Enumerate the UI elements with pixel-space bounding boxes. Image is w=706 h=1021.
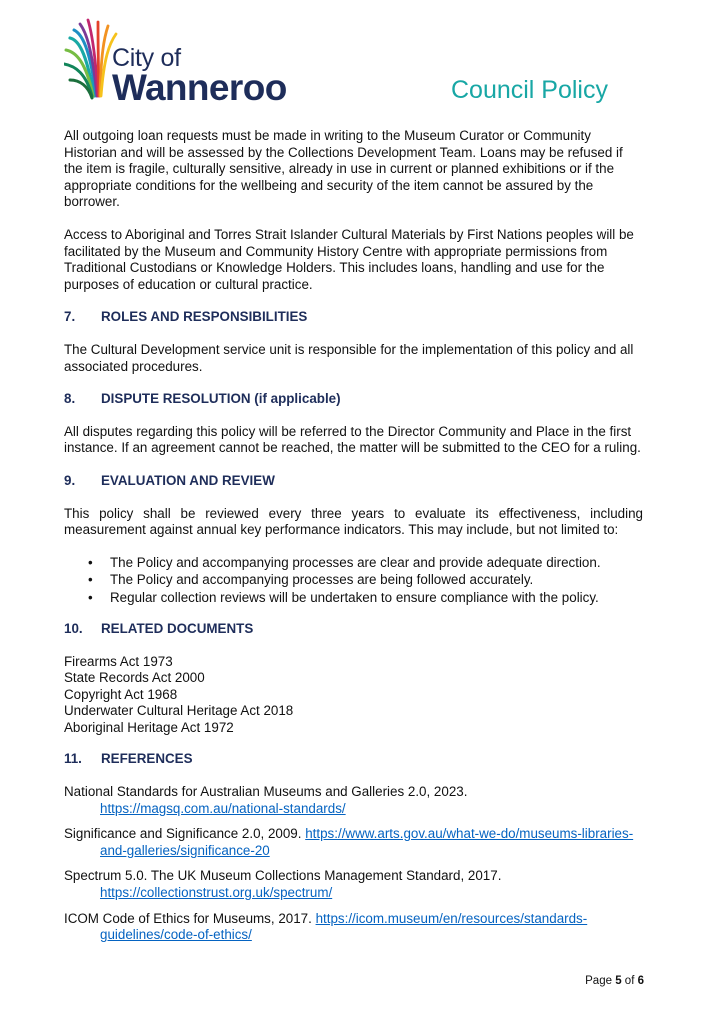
reference-link[interactable]: https://collectionstrust.org.uk/spectrum/: [100, 885, 333, 901]
section-title: ROLES AND RESPONSIBILITIES: [101, 309, 308, 325]
logo-text-name: Wanneroo: [112, 67, 287, 108]
list-item: [64, 554, 643, 571]
related-document-item: Firearms Act 1973: [64, 653, 173, 669]
list-item-text: Regular collection reviews will be undertaken to ensure compliance with the policy.: [110, 589, 599, 605]
section-number: 8.: [64, 391, 76, 407]
list-item-text: The Policy and accompanying processes are being followed accurately.: [110, 572, 534, 588]
section-title: DISPUTE RESOLUTION (if applicable): [101, 391, 341, 407]
bullet-icon: •: [88, 554, 93, 570]
related-document-item: State Records Act 2000: [64, 670, 205, 686]
dispute-paragraph: All disputes regarding this policy will be referred to the Director Community and Place in the first instance. If an agreement cannot be reached, the matter will be submitted to the CEO for a ruling.: [64, 423, 641, 456]
list-item-text: The Policy and accompanying processes are clear and provide adequate direction.: [110, 554, 601, 570]
section-heading-dispute: [64, 391, 643, 408]
bullet-icon: •: [88, 589, 93, 605]
section-number: 10.: [64, 620, 83, 636]
bullet-icon: •: [88, 572, 93, 588]
page-of: of: [624, 975, 635, 987]
section-title: REFERENCES: [101, 751, 193, 767]
reference-link[interactable]: https://magsq.com.au/national-standards/: [100, 800, 346, 816]
section-number: 7.: [64, 309, 76, 325]
page-current: 5: [615, 975, 622, 987]
evaluation-paragraph: This policy shall be reviewed every three years to evaluate its effectiveness, including measurement against annual key performance indicators. This may include, but not limited to:: [64, 505, 643, 538]
section-number: 11.: [64, 751, 82, 767]
page-label: Page: [585, 975, 612, 987]
reference-link[interactable]: https://www.arts.gov.au/what-we-do/museums-libraries-and-galleries/significance-20: [100, 826, 634, 858]
city-of-wanneroo-logo: [64, 18, 294, 108]
list-item: [64, 589, 643, 606]
document-type-title: Council Policy: [450, 76, 608, 104]
reference-text: National Standards for Australian Museums and Galleries 2.0, 2023.: [64, 784, 468, 800]
reference-text: Spectrum 5.0. The UK Museum Collections Management Standard, 2017.: [64, 868, 502, 884]
section-title: EVALUATION AND REVIEW: [101, 472, 275, 488]
reference-item: [64, 868, 643, 901]
related-document-item: Underwater Cultural Heritage Act 2018: [64, 703, 294, 719]
policy-content: [64, 128, 643, 953]
roles-paragraph: The Cultural Development service unit is responsible for the implementation of this policy and all associated procedures.: [64, 341, 634, 374]
page-total: 6: [637, 975, 644, 987]
reference-item: [64, 826, 643, 859]
references-list: [64, 784, 643, 944]
section-heading-references: [64, 751, 643, 768]
related-document-item: Copyright Act 1968: [64, 686, 178, 702]
section-heading-roles: [64, 309, 643, 326]
cultural-access-paragraph: Access to Aboriginal and Torres Strait Islander Cultural Materials by First Nations peoples will be facilitated by the Museum and Community History Centre with appropriate permissions from Traditional Custodians or Knowledge Holders. This includes loans, handling and use for the purposes of education or cultural practice.: [64, 226, 634, 292]
reference-text: ICOM Code of Ethics for Museums, 2017.: [64, 910, 312, 926]
section-number: 9.: [64, 472, 76, 488]
related-document-item: Aboriginal Heritage Act 1972: [64, 719, 234, 735]
evaluation-bullet-list: [64, 554, 643, 606]
reference-item: [64, 911, 643, 944]
page-number: [585, 975, 644, 987]
reference-link[interactable]: https://icom.museum/en/resources/standards-guidelines/code-of-ethics/: [100, 910, 588, 943]
section-title: RELATED DOCUMENTS: [101, 620, 254, 636]
loan-requests-paragraph: All outgoing loan requests must be made in writing to the Museum Curator or Community Historian and will be assessed by the Collections Development Team. Loans may be refused if the item is fragile, culturally sensitive, already in use in current or planned exhibitions or if the appropriate conditions for the wellbeing and security of the item cannot be assured by the borrower.: [64, 128, 623, 210]
logo-text-city: City of: [112, 44, 181, 72]
reference-item: [64, 784, 643, 817]
related-documents-list: [64, 654, 643, 737]
list-item: [64, 571, 643, 588]
section-heading-evaluation: [64, 473, 643, 490]
section-heading-related-documents: [64, 621, 643, 638]
reference-text: Significance and Significance 2.0, 2009.: [64, 826, 302, 842]
